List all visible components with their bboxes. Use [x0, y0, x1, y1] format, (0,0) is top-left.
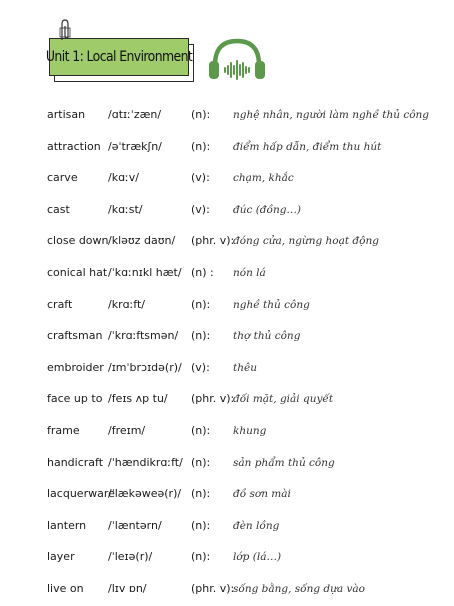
vocab-part-of-speech: (phr. v): [191, 581, 235, 595]
vocab-ipa: /ˈleɪə(r)/ [108, 550, 153, 564]
vocab-ipa: /feɪs ʌp tu/ [108, 392, 168, 406]
vocab-row [0, 479, 454, 511]
vocab-row [0, 416, 454, 448]
vocab-part-of-speech: (phr. v): [191, 392, 235, 406]
vocab-part-of-speech: (phr. v): [191, 234, 235, 248]
vocab-word: artisan [47, 108, 86, 121]
vocab-word: live on [47, 581, 84, 595]
vocab-word: embroider [47, 360, 104, 374]
vocab-meaning: đối mặt, giải quyết [233, 393, 334, 406]
vocab-ipa: /ˈkɑːnɪkl hæt/ [108, 265, 182, 279]
vocab-row [0, 574, 454, 606]
vocab-ipa: /lɪv ɒn/ [108, 581, 147, 595]
vocab-row [0, 353, 454, 385]
vocab-part-of-speech: (n): [191, 297, 211, 311]
vocab-row [0, 195, 454, 227]
vocab-meaning: đóng cửa, ngừng hoạt động [233, 235, 379, 248]
vocab-part-of-speech: (n): [191, 423, 211, 437]
vocab-row [0, 132, 454, 164]
vocab-meaning: thêu [233, 361, 257, 374]
vocab-ipa: /ˈkrɑːftsmən/ [108, 329, 179, 343]
vocab-meaning: nghề thủ công [233, 298, 310, 311]
vocab-ipa: /əˈtrækʃn/ [108, 139, 162, 153]
vocab-part-of-speech: (n): [191, 455, 211, 469]
vocab-meaning: sản phẩm thủ công [233, 456, 335, 469]
vocab-row [0, 542, 454, 574]
vocab-row [0, 290, 454, 322]
header [0, 0, 454, 100]
vocab-row [0, 100, 454, 132]
vocab-ipa: /krɑːft/ [108, 297, 145, 311]
vocab-ipa: /kɑːv/ [108, 171, 139, 185]
vocab-ipa: /ˈlækəweə(r)/ [108, 487, 182, 501]
vocab-meaning: thợ thủ công [233, 330, 301, 343]
vocab-word: layer [47, 550, 75, 564]
vocab-part-of-speech: (n): [191, 550, 211, 564]
vocab-ipa: /freɪm/ [108, 423, 146, 437]
vocab-word: craftsman [47, 329, 103, 343]
vocab-meaning: lớp (lá…) [233, 551, 282, 564]
vocab-meaning: chạm, khắc [233, 172, 294, 185]
vocabulary-list [0, 100, 454, 606]
page-title: Unit 1: Local Environment [45, 49, 193, 65]
vocab-meaning: đúc (đồng…) [233, 203, 302, 216]
vocab-row [0, 321, 454, 353]
vocab-word: attraction [47, 139, 101, 153]
vocab-meaning: đồ sơn mài [233, 488, 291, 501]
vocab-row [0, 384, 454, 416]
vocab-row [0, 511, 454, 543]
vocab-part-of-speech: (v): [191, 360, 210, 374]
vocab-part-of-speech: (n): [191, 518, 211, 532]
vocab-meaning: khung [233, 424, 267, 437]
vocab-row [0, 448, 454, 480]
title-card [45, 38, 193, 76]
vocab-word: lacquerware [47, 487, 115, 501]
vocab-word: face up to [47, 392, 103, 406]
vocab-row [0, 258, 454, 290]
headphones-icon [206, 35, 268, 83]
vocab-part-of-speech: (v): [191, 202, 210, 216]
vocab-meaning: nghệ nhân, người làm nghề thủ công [233, 109, 430, 121]
vocab-row [0, 163, 454, 195]
vocab-part-of-speech: (n): [191, 329, 211, 343]
vocab-meaning: nón lá [233, 266, 266, 279]
title-box [45, 38, 193, 76]
pin-icon [58, 18, 72, 42]
vocab-word: frame [47, 423, 80, 437]
vocab-part-of-speech: (n): [191, 487, 211, 501]
vocab-word: cast [47, 202, 70, 216]
vocab-ipa: /kɑːst/ [108, 202, 143, 216]
vocab-word: lantern [47, 518, 87, 532]
vocab-word: carve [47, 171, 78, 185]
vocab-meaning: điểm hấp dẫn, điểm thu hút [233, 140, 382, 153]
vocab-part-of-speech: (n): [191, 139, 211, 153]
vocab-word: close down [47, 234, 109, 248]
vocab-meaning: sống bằng, sống dựa vào [233, 582, 366, 595]
vocab-ipa: /kləʊz daʊn/ [108, 234, 176, 248]
vocab-ipa: /ˈhændikrɑːft/ [108, 455, 183, 469]
vocab-word: craft [47, 297, 73, 311]
vocab-row [0, 226, 454, 258]
vocab-part-of-speech: (n): [191, 108, 211, 121]
vocab-ipa: /ɪmˈbrɔɪdə(r)/ [108, 360, 182, 374]
vocab-ipa: /ˈlæntərn/ [108, 518, 162, 532]
vocab-ipa: /ɑtɪːˈzæn/ [108, 108, 162, 121]
vocab-part-of-speech: (v): [191, 171, 210, 185]
vocab-word: handicraft [47, 455, 104, 469]
vocab-part-of-speech: (n) : [191, 265, 214, 279]
vocab-meaning: đèn lồng [233, 519, 280, 532]
vocab-word: conical hat [47, 265, 108, 279]
